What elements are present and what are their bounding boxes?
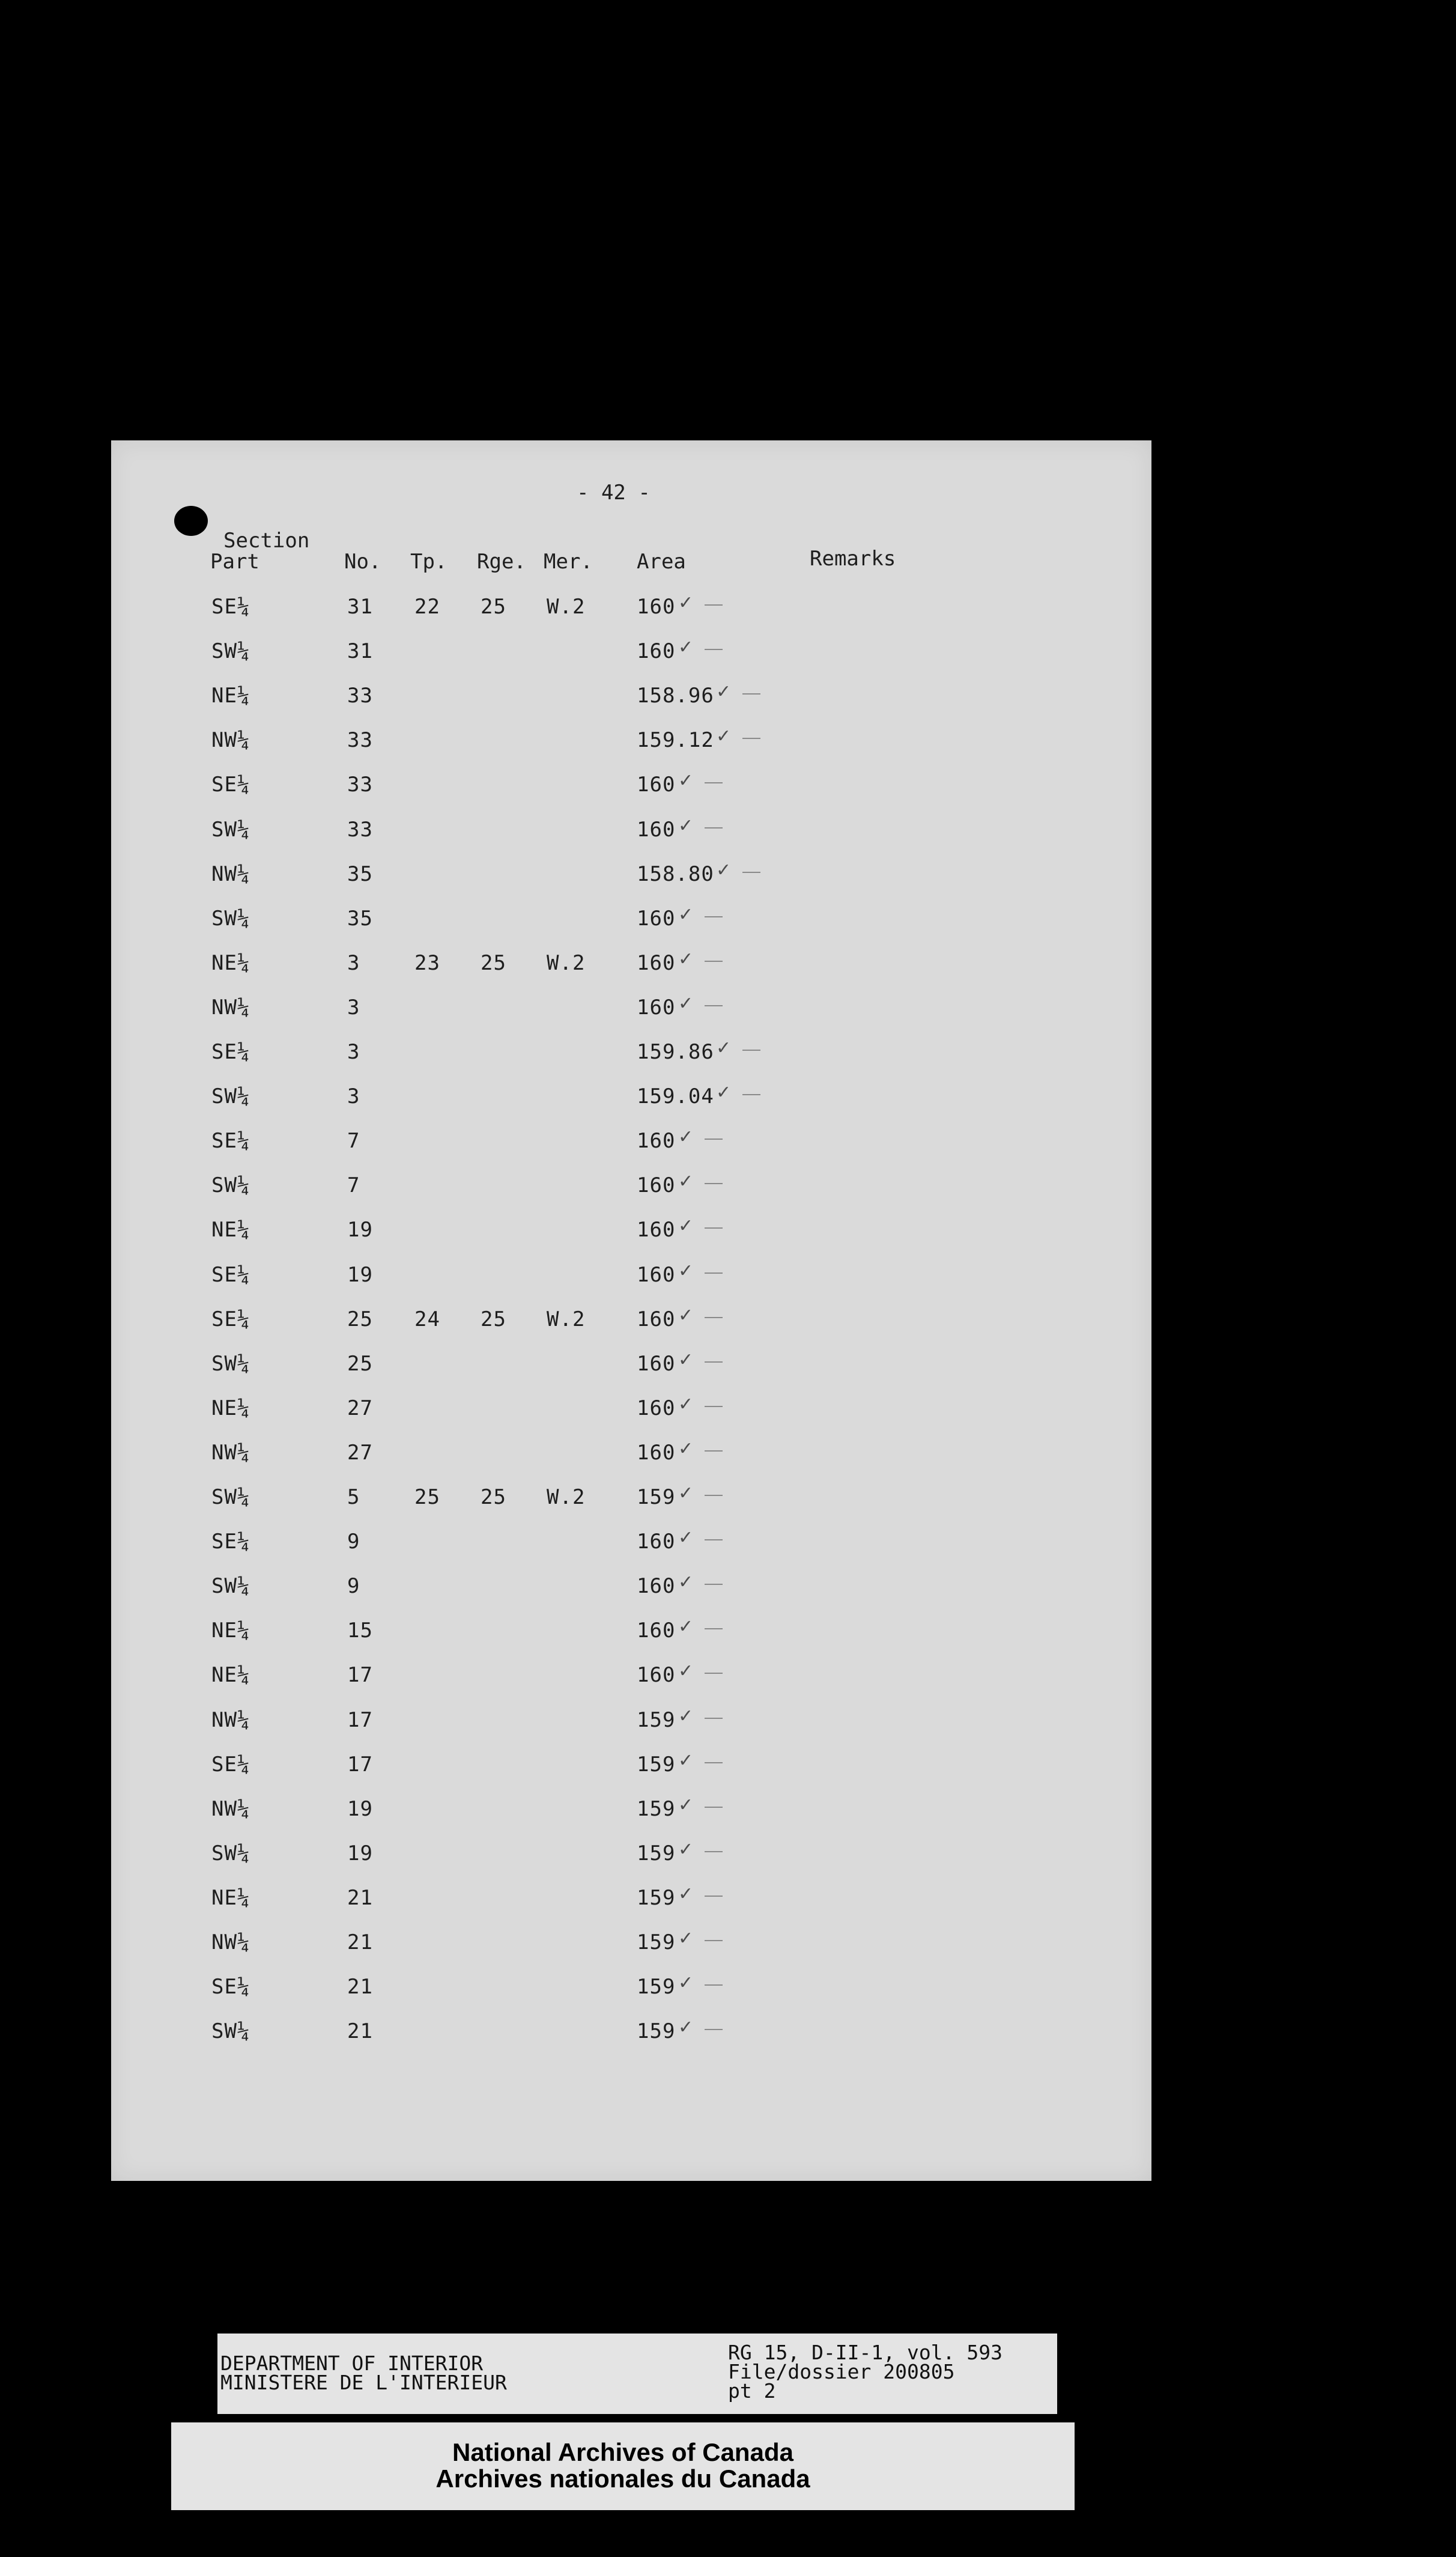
cell-part: NE¼ [211,684,250,708]
cell-area: 160 [637,1441,676,1465]
dash-mark [705,1539,723,1540]
check-mark-icon: ✓ [678,1795,694,1816]
cell-no: 33 [347,684,373,708]
check-mark-icon: ✓ [678,1928,694,1949]
cell-area: 160 [637,1352,676,1376]
cell-area: 160 [637,1663,676,1687]
cell-no: 5 [347,1485,360,1509]
header-no: No. [344,550,381,574]
cell-area: 159 [637,1485,676,1509]
check-mark-icon: ✓ [678,1706,694,1727]
check-mark-icon: ✓ [678,1305,694,1326]
check-mark-icon: ✓ [678,1260,694,1282]
cell-area: 159 [637,1841,676,1865]
cell-no: 7 [347,1173,360,1197]
cell-no: 35 [347,862,373,886]
cell-no: 19 [347,1218,373,1242]
dash-mark [705,1673,723,1674]
check-mark-icon: ✓ [678,904,694,925]
cell-no: 21 [347,1930,373,1954]
cell-part: SE¼ [211,595,250,619]
cell-no: 9 [347,1530,360,1554]
cell-area: 159 [637,2019,676,2043]
cell-area: 160 [637,1574,676,1598]
cell-area: 159 [637,1753,676,1777]
header-tp: Tp. [410,550,447,574]
cell-part: NE¼ [211,1396,250,1420]
cell-no: 17 [347,1663,373,1687]
cell-area: 159.04 [637,1084,714,1108]
cell-part: SE¼ [211,1975,250,1999]
cell-part: SW¼ [211,1173,250,1197]
cell-no: 33 [347,818,373,842]
department-fr: MINISTERE DE L'INTERIEUR [220,2371,507,2394]
cell-area: 160 [637,1530,676,1554]
check-mark-icon: ✓ [678,1972,694,1993]
dash-mark [705,604,723,606]
cell-part: SW¼ [211,1352,250,1376]
dash-mark [705,1227,723,1229]
cell-no: 17 [347,1708,373,1732]
check-mark-icon: ✓ [678,1483,694,1504]
cell-area: 160 [637,1173,676,1197]
cell-area: 159 [637,1930,676,1954]
dash-mark [705,1139,723,1140]
cell-part: SW¼ [211,2019,250,2043]
check-mark-icon: ✓ [678,1126,694,1148]
cell-area: 160 [637,951,676,975]
cell-no: 25 [347,1307,373,1331]
check-mark-icon: ✓ [678,1527,694,1548]
cell-no: 33 [347,728,373,752]
cell-no: 27 [347,1396,373,1420]
dash-mark [742,693,760,695]
check-mark-icon: ✓ [716,681,732,702]
check-mark-icon: ✓ [678,1171,694,1192]
cell-part: NW¼ [211,1441,250,1465]
cell-area: 160 [637,1619,676,1643]
cell-part: NE¼ [211,1886,250,1910]
cell-part: SW¼ [211,1574,250,1598]
check-mark-icon: ✓ [678,637,694,658]
cell-area: 160 [637,773,676,797]
dash-mark [705,961,723,962]
cell-mer: W.2 [547,951,586,975]
check-mark-icon: ✓ [678,949,694,970]
cell-part: NE¼ [211,1619,250,1643]
cell-area: 159 [637,1797,676,1821]
cell-no: 33 [347,773,373,797]
check-mark-icon: ✓ [716,1038,732,1059]
file-part: pt 2 [728,2379,776,2403]
cell-area: 160 [637,1263,676,1287]
cell-part: NW¼ [211,862,250,886]
cell-no: 3 [347,996,360,1020]
cell-part: SW¼ [211,1084,250,1108]
check-mark-icon: ✓ [678,1349,694,1370]
dash-mark [742,738,760,739]
cell-part: NE¼ [211,1663,250,1687]
cell-no: 35 [347,907,373,931]
record-group: RG 15, D-II-1, vol. 593 [728,2341,1003,2364]
header-part: Part [210,550,259,574]
cell-area: 160 [637,595,676,619]
cell-part: NW¼ [211,1708,250,1732]
dash-mark [742,1094,760,1095]
dash-mark [705,1183,723,1184]
check-mark-icon: ✓ [678,770,694,791]
dash-mark [705,1584,723,1585]
check-mark-icon: ✓ [678,592,694,613]
cell-part: SW¼ [211,818,250,842]
cell-no: 9 [347,1574,360,1598]
check-mark-icon: ✓ [678,1616,694,1637]
cell-no: 15 [347,1619,373,1643]
check-mark-icon: ✓ [678,1438,694,1459]
check-mark-icon: ✓ [678,2017,694,2038]
dash-mark [705,916,723,917]
cell-part: NE¼ [211,1218,250,1242]
dash-mark [742,1050,760,1051]
file-number: File/dossier 200805 [728,2360,955,2383]
header-rge: Rge. [477,550,526,574]
cell-mer: W.2 [547,1307,586,1331]
cell-area: 160 [637,818,676,842]
cell-area: 160 [637,996,676,1020]
cell-area: 160 [637,907,676,931]
cell-rge: 25 [481,1485,506,1509]
dash-mark [705,1762,723,1763]
cell-part: NE¼ [211,951,250,975]
dash-mark [705,1495,723,1496]
cell-no: 21 [347,1886,373,1910]
cell-part: SE¼ [211,1129,250,1153]
check-mark-icon: ✓ [716,860,732,881]
cell-part: SE¼ [211,773,250,797]
dash-mark [705,649,723,650]
cell-tp: 25 [414,1485,440,1509]
header-section: Section [223,529,310,553]
cell-area: 159 [637,1708,676,1732]
cell-area: 160 [637,1218,676,1242]
cell-mer: W.2 [547,595,586,619]
check-mark-icon: ✓ [678,1750,694,1771]
cell-no: 21 [347,2019,373,2043]
cell-part: NW¼ [211,996,250,1020]
document-sheet [111,440,1151,2181]
cell-part: SW¼ [211,907,250,931]
cell-part: SW¼ [211,639,250,663]
header-mer: Mer. [544,550,593,574]
dash-mark [705,1628,723,1629]
cell-part: NW¼ [211,728,250,752]
cell-area: 158.80 [637,862,714,886]
dash-mark [705,1005,723,1006]
check-mark-icon: ✓ [678,1661,694,1682]
cell-part: SE¼ [211,1307,250,1331]
cell-rge: 25 [481,595,506,619]
check-mark-icon: ✓ [678,1394,694,1415]
cell-part: NW¼ [211,1930,250,1954]
check-mark-icon: ✓ [678,1572,694,1593]
archive-name-en: National Archives of Canada [452,2438,793,2466]
cell-no: 3 [347,1040,360,1064]
archive-name-fr: Archives nationales du Canada [435,2464,810,2493]
header-remarks: Remarks [810,547,896,571]
dash-mark [705,827,723,829]
cell-tp: 24 [414,1307,440,1331]
dash-mark [705,1450,723,1452]
check-mark-icon: ✓ [678,815,694,836]
cell-no: 31 [347,639,373,663]
cell-no: 19 [347,1263,373,1287]
cell-tp: 22 [414,595,440,619]
cell-no: 25 [347,1352,373,1376]
cell-rge: 25 [481,1307,506,1331]
dash-mark [705,1317,723,1318]
cell-no: 27 [347,1441,373,1465]
cell-no: 31 [347,595,373,619]
dash-mark [705,782,723,783]
dash-mark [705,1272,723,1274]
department-en: DEPARTMENT OF INTERIOR [220,2352,484,2375]
cell-no: 19 [347,1797,373,1821]
dash-mark [705,1718,723,1719]
dash-mark [705,1984,723,1986]
cell-mer: W.2 [547,1485,586,1509]
page-number: - 42 - [577,481,651,505]
cell-area: 160 [637,639,676,663]
dash-mark [705,1406,723,1407]
check-mark-icon: ✓ [678,1884,694,1905]
cell-part: NW¼ [211,1797,250,1821]
cell-area: 159 [637,1975,676,1999]
reference-label [217,2334,1057,2414]
cell-part: SE¼ [211,1753,250,1777]
cell-no: 21 [347,1975,373,1999]
cell-part: SW¼ [211,1841,250,1865]
cell-part: SE¼ [211,1263,250,1287]
dash-mark [705,2029,723,2030]
cell-part: SE¼ [211,1040,250,1064]
cell-area: 159.12 [637,728,714,752]
cell-area: 160 [637,1129,676,1153]
cell-area: 159 [637,1886,676,1910]
punch-hole [174,506,208,536]
cell-no: 3 [347,1084,360,1108]
cell-no: 7 [347,1129,360,1153]
cell-area: 160 [637,1396,676,1420]
check-mark-icon: ✓ [678,993,694,1014]
cell-area: 159.86 [637,1040,714,1064]
cell-no: 19 [347,1841,373,1865]
header-area: Area [637,550,686,574]
cell-no: 17 [347,1753,373,1777]
check-mark-icon: ✓ [678,1215,694,1236]
check-mark-icon: ✓ [678,1839,694,1860]
cell-part: SW¼ [211,1485,250,1509]
cell-no: 3 [347,951,360,975]
cell-tp: 23 [414,951,440,975]
cell-rge: 25 [481,951,506,975]
dash-mark [705,1851,723,1852]
dash-mark [705,1361,723,1363]
cell-area: 158.96 [637,684,714,708]
cell-area: 160 [637,1307,676,1331]
archive-banner [171,2422,1075,2510]
dash-mark [705,1940,723,1941]
cell-part: SE¼ [211,1530,250,1554]
check-mark-icon: ✓ [716,726,732,747]
dash-mark [742,872,760,873]
dash-mark [705,1896,723,1897]
dash-mark [705,1807,723,1808]
check-mark-icon: ✓ [716,1082,732,1103]
